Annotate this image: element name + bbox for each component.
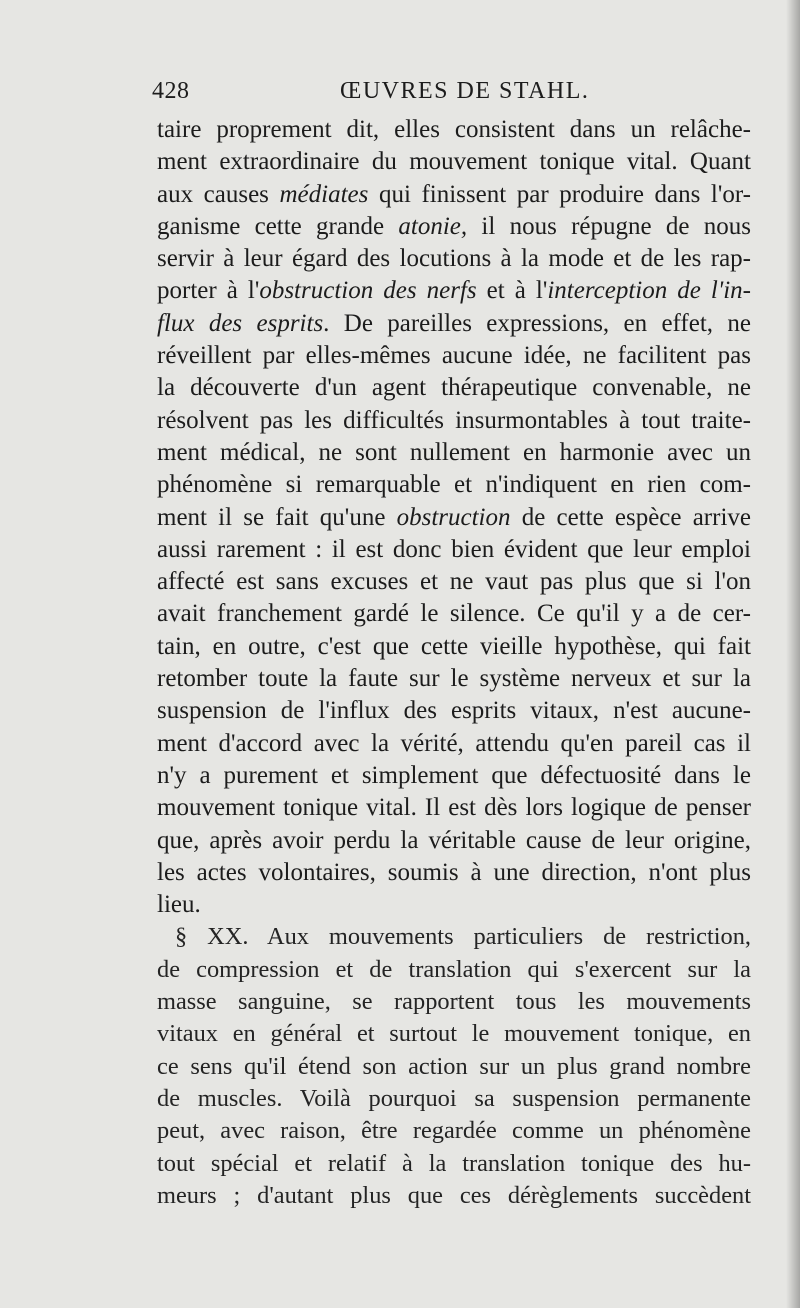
page-number: 428 <box>152 78 190 104</box>
italic-term: médiates <box>279 180 369 208</box>
italic-term: interception de l'in- <box>547 277 751 305</box>
text-line: lieu. <box>157 891 201 919</box>
text-line: de muscles. Voilà pourquoi sa suspension permanente <box>157 1084 751 1112</box>
text-line: n'y a purement et simplement que défectuosité dans le <box>157 761 751 789</box>
text-line: masse sanguine, se rapportent tous les mouvements <box>157 988 751 1016</box>
text-line: taire proprement dit, elles consistent dans un relâche- <box>157 116 751 143</box>
text-line: flux des esprits. De pareilles expressions, en effet, ne <box>157 309 751 337</box>
text-line: ment extraordinaire du mouvement tonique vital. Quant <box>157 148 751 176</box>
text-line: réveillent par elles-mêmes aucune idée, ne facilitent pas <box>157 342 751 370</box>
text-line: aussi rarement : il est donc bien évident que leur emploi <box>157 535 751 563</box>
text-line: aux causes médiates qui finissent par produire dans l'or- <box>157 180 752 208</box>
text-line: ce sens qu'il étend son action sur un plus grand nombre <box>157 1052 751 1080</box>
text-line: suspension de l'influx des esprits vitaux, n'est aucune- <box>157 697 751 725</box>
text-line: que, après avoir perdu la véritable cause de leur origine, <box>157 826 751 854</box>
paragraph-1 <box>157 114 751 921</box>
text-line: les actes volontaires, soumis à une direction, n'ont plus <box>157 858 751 886</box>
text-line: ment il se fait qu'une obstruction de cette espèce arrive <box>157 503 751 531</box>
section-heading-line: § XX. Aux mouvements particuliers de restriction, <box>175 923 751 951</box>
running-head <box>152 78 752 112</box>
text-line: résolvent pas les difficultés insurmontables à tout traite- <box>157 406 751 434</box>
text-line: vitaux en général et surtout le mouvement tonique, en <box>157 1020 751 1048</box>
running-title: ŒUVRES DE STAHL. <box>340 78 590 104</box>
italic-term: obstruction des nerfs <box>259 277 477 305</box>
text-line: tout spécial et relatif à la translation tonique des hu- <box>157 1149 751 1177</box>
paragraph-2 <box>157 921 751 1212</box>
page-edge-shadow <box>786 0 800 1308</box>
text-line: servir à leur égard des locutions à la mode et de les rap- <box>157 245 751 273</box>
body-text <box>157 114 751 1212</box>
text-line: mouvement tonique vital. Il est dès lors logique de penser <box>157 794 751 822</box>
text-line: phénomène si remarquable et n'indiquent en rien com- <box>157 471 751 499</box>
text-line: la découverte d'un agent thérapeutique convenable, ne <box>157 374 751 402</box>
text-line: ment médical, ne sont nullement en harmonie avec un <box>157 438 751 466</box>
text-line: retomber toute la faute sur le système nerveux et sur la <box>157 665 751 693</box>
italic-term: atonie, <box>398 212 468 240</box>
text-line: peut, avec raison, être regardée comme un phénomène <box>157 1117 751 1145</box>
text-line: ganisme cette grande atonie, il nous répugne de nous <box>157 212 752 240</box>
text-line: de compression et de translation qui s'exercent sur la <box>157 955 751 983</box>
text-line: porter à l'obstruction des nerfs et à l'interception de l'in- <box>157 277 751 305</box>
italic-term: obstruction <box>396 503 511 531</box>
text-line: ment d'accord avec la vérité, attendu qu'en pareil cas il <box>157 729 751 757</box>
text-line: meurs ; d'autant plus que ces dérèglements succèdent <box>157 1181 751 1209</box>
text-line: tain, en outre, c'est que cette vieille hypothèse, qui fait <box>157 632 751 660</box>
text-line: avait franchement gardé le silence. Ce qu'il y a de cer- <box>157 600 751 628</box>
italic-term: flux des esprits <box>157 309 324 337</box>
text-line: affecté est sans excuses et ne vaut pas plus que si l'on <box>157 568 751 596</box>
